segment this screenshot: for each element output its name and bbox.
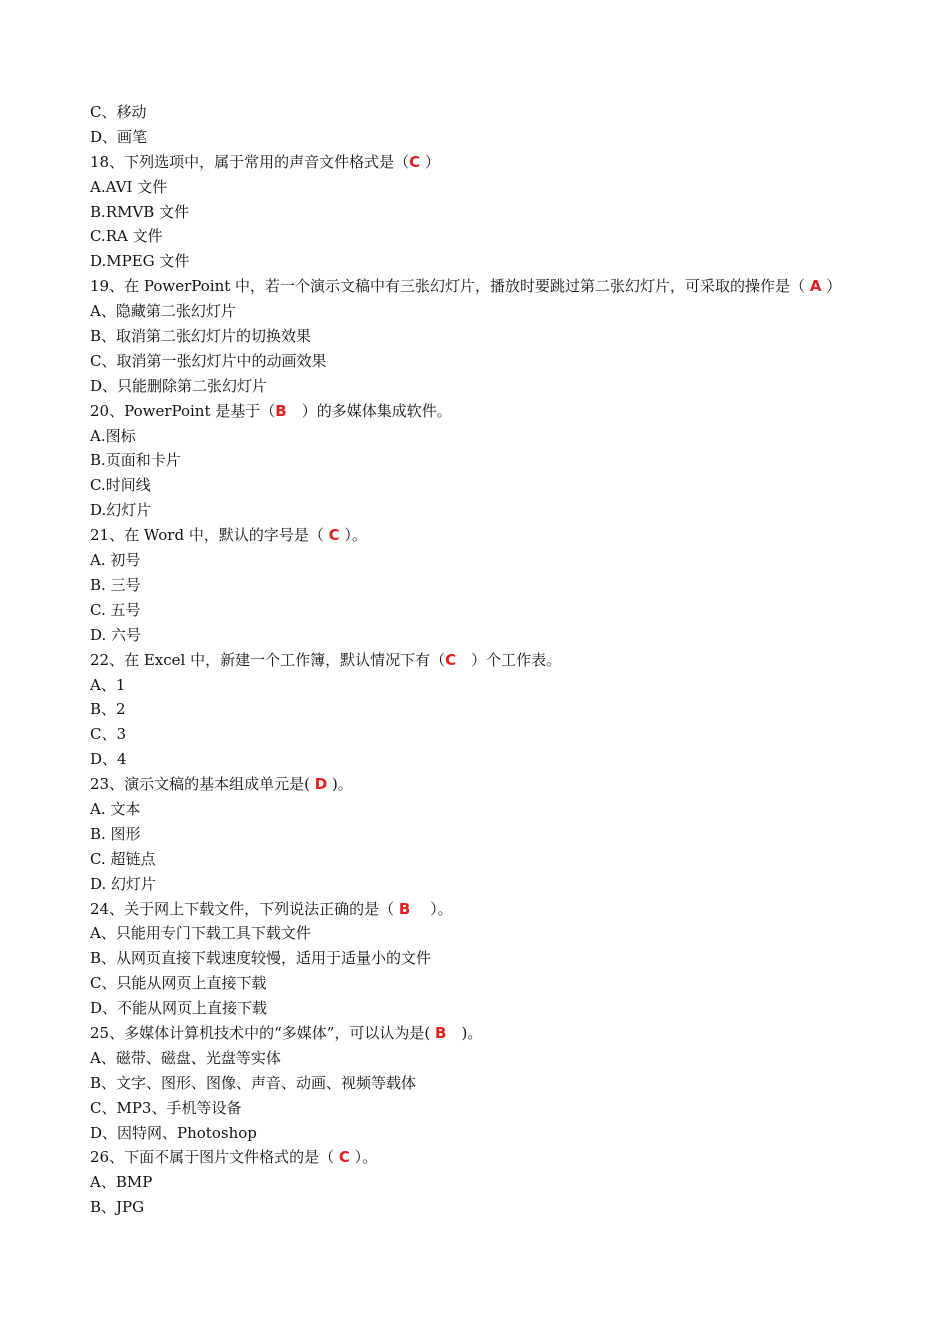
- question-text: 26、下面不属于图片文件格式的是（: [90, 1148, 339, 1167]
- question-text-tail: ）。: [410, 899, 453, 918]
- question-text-tail: ）。: [349, 1148, 378, 1167]
- option-line: B、取消第二张幻灯片的切换效果: [90, 327, 312, 346]
- answer-letter: B: [275, 401, 287, 420]
- question-text: 24、关于网上下载文件，下列说法正确的是（: [90, 899, 399, 918]
- option-line: A. 初号: [90, 551, 141, 570]
- option-line: A、只能用专门下载工具下载文件: [90, 924, 311, 943]
- answer-letter: A: [809, 277, 822, 296]
- option-line: B、从网页直接下载速度较慢，适用于适量小的文件: [90, 949, 432, 968]
- option-line: D、只能删除第二张幻灯片: [90, 376, 268, 395]
- question-line: [90, 523, 870, 548]
- question-text-tail: ）的多媒体集成软件。: [286, 401, 452, 420]
- question-line: [90, 897, 870, 922]
- option-line: D. 幻灯片: [90, 874, 157, 893]
- option-line: B. 图形: [90, 824, 141, 843]
- option-line: C、取消第一张幻灯片中的动画效果: [90, 351, 327, 370]
- option-line: C. 超链点: [90, 849, 156, 868]
- question-text: 19、在 PowerPoint 中，若一个演示文稿中有三张幻灯片，播放时要跳过第二张幻灯片，可采取的操作是（: [90, 277, 810, 296]
- option-line: A.图标: [90, 426, 136, 445]
- option-line: B.RMVB 文件: [90, 202, 190, 221]
- question-line: [90, 772, 870, 797]
- option-line: A. 文本: [90, 799, 141, 818]
- answer-letter: B: [398, 899, 411, 918]
- option-line: D、画笔: [90, 127, 148, 146]
- question-text-tail: ）: [420, 152, 440, 171]
- question-text-tail: ）: [821, 277, 842, 296]
- option-line: A.AVI 文件: [90, 177, 168, 196]
- question-line: [90, 1021, 870, 1046]
- question-text-tail: ）。: [339, 526, 367, 545]
- option-line: D、4: [90, 750, 127, 769]
- option-line: D.MPEG 文件: [90, 252, 190, 271]
- option-line: A、隐藏第二张幻灯片: [90, 302, 236, 321]
- answer-letter: B: [435, 1023, 447, 1042]
- question-line: [90, 399, 870, 424]
- question-text-tail: )。: [446, 1023, 483, 1042]
- option-line: A、1: [90, 675, 126, 694]
- option-line: B、2: [90, 700, 126, 719]
- question-text-tail: )。: [327, 775, 353, 794]
- answer-letter: C: [409, 152, 421, 171]
- option-line: D.幻灯片: [90, 501, 152, 520]
- option-line: A、BMP: [90, 1173, 153, 1192]
- option-line: B.页面和卡片: [90, 451, 181, 470]
- question-text-tail: ）个工作表。: [456, 650, 562, 669]
- option-line: C、只能从网页上直接下载: [90, 974, 267, 993]
- question-line: [90, 1145, 870, 1170]
- option-line: B. 三号: [90, 575, 141, 594]
- question-text: 23、演示文稿的基本组成单元是(: [90, 775, 315, 794]
- option-line: C.RA 文件: [90, 227, 163, 246]
- document-page: [90, 100, 870, 1220]
- option-line: C、3: [90, 725, 127, 744]
- option-line: C. 五号: [90, 600, 141, 619]
- option-line: D. 六号: [90, 625, 142, 644]
- answer-letter: C: [338, 1148, 350, 1167]
- option-line: C、移动: [90, 103, 147, 121]
- option-line: D、不能从网页上直接下载: [90, 999, 268, 1018]
- question-line: [90, 274, 870, 299]
- option-line: C.时间线: [90, 476, 151, 495]
- answer-letter: C: [445, 650, 457, 669]
- option-line: A、磁带、磁盘、光盘等实体: [90, 1048, 281, 1067]
- question-text: 25、多媒体计算机技术中的“多媒体”，可以认为是(: [90, 1023, 436, 1042]
- question-text: 18、下列选项中，属于常用的声音文件格式是（: [90, 152, 410, 171]
- answer-letter: D: [314, 775, 328, 794]
- question-line: [90, 648, 870, 673]
- question-text: 20、PowerPoint 是基于（: [90, 401, 276, 420]
- option-line: B、JPG: [90, 1198, 145, 1217]
- option-line: D、因特网、Photoshop: [90, 1123, 257, 1142]
- question-text: 21、在 Word 中，默认的字号是（: [90, 526, 329, 545]
- option-line: C、MP3、手机等设备: [90, 1098, 242, 1117]
- option-line: B、文字、图形、图像、声音、动画、视频等载体: [90, 1073, 417, 1092]
- answer-letter: C: [328, 526, 340, 545]
- question-line: [90, 150, 870, 175]
- question-text: 22、在 Excel 中，新建一个工作簿，默认情况下有（: [90, 650, 446, 669]
